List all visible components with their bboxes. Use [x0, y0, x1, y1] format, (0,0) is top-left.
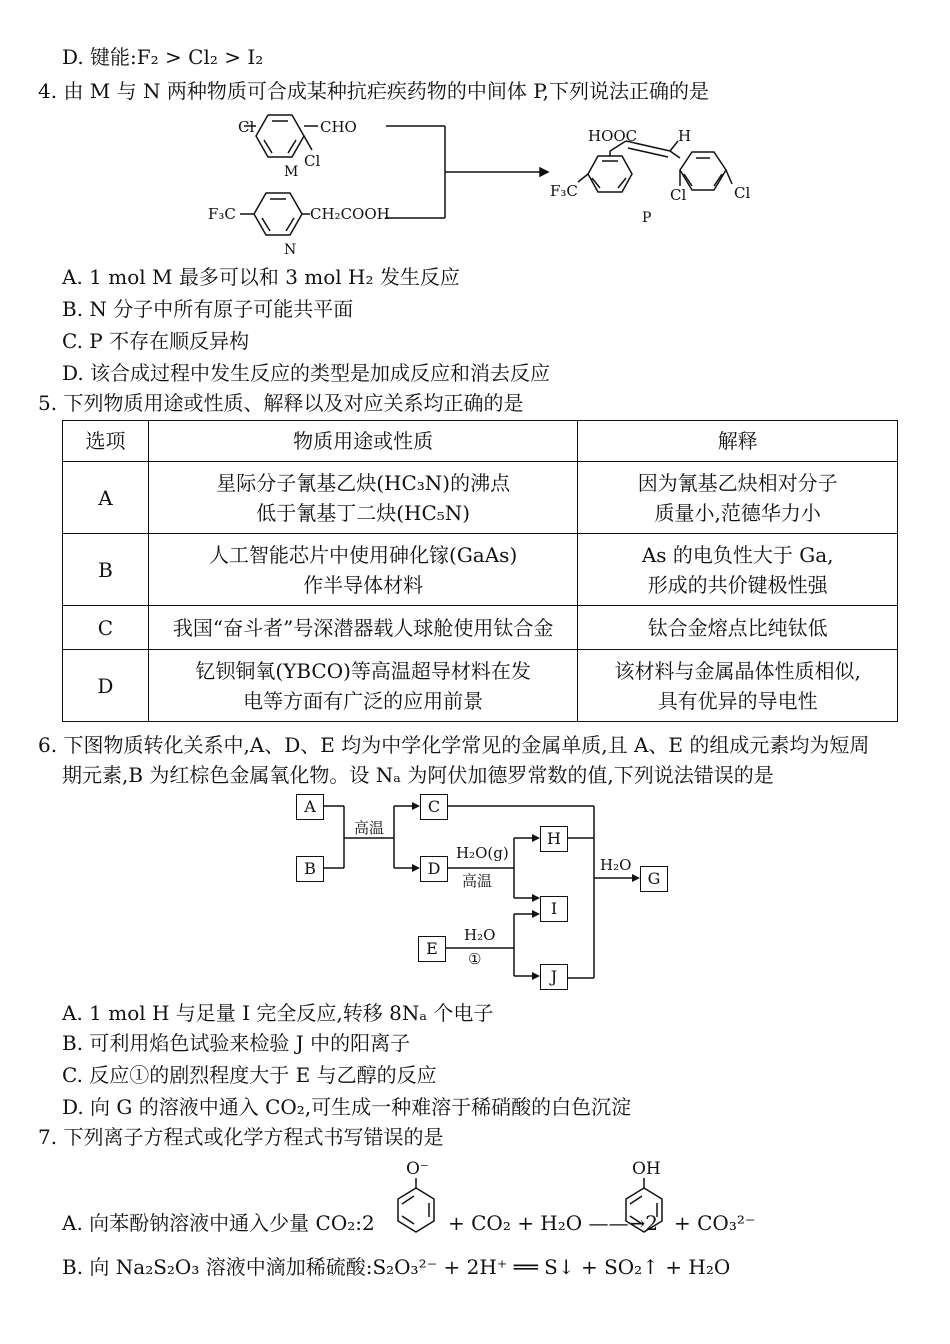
phenol-ring	[622, 1158, 672, 1248]
row-key: C	[63, 606, 149, 650]
phenoxide-group: O⁻	[406, 1159, 429, 1179]
n-cf3: F₃C	[208, 205, 236, 223]
table-row	[63, 534, 898, 606]
q6-option-c: C. 反应①的剧烈程度大于 E 与乙醇的反应	[62, 1063, 437, 1087]
m-cho: CHO	[320, 118, 357, 136]
table-row	[63, 650, 898, 722]
table-header-row	[63, 421, 898, 462]
phenol-group: OH	[632, 1159, 661, 1179]
q4-option-c: C. P 不存在顺反异构	[62, 329, 250, 353]
p-cf3: F₃C	[550, 182, 578, 200]
m-cl-left: Cl	[238, 118, 255, 136]
header-option: 选项	[63, 421, 149, 462]
row-explain: 因为氰基乙炔相对分子 质量小,范德华力小	[578, 462, 898, 534]
q4-stem: 4. 由 M 与 N 两种物质可合成某种抗疟疾药物的中间体 P,下列说法正确的是	[38, 79, 709, 103]
q6-option-a: A. 1 mol H 与足量 I 完全反应,转移 8Nₐ 个电子	[62, 1001, 494, 1025]
q4-reaction-diagram	[200, 108, 800, 256]
molecule-p	[578, 141, 732, 192]
p-cl-para: Cl	[734, 184, 751, 202]
row-key: A	[63, 462, 149, 534]
molecule-m	[244, 115, 318, 157]
q3-option-d: D. 键能:F₂ > Cl₂ > I₂	[62, 45, 264, 69]
node-h: H	[540, 826, 568, 852]
q6-stem-line2: 期元素,B 为红棕色金属氧化物。设 Nₐ 为阿伏加德罗常数的值,下列说法错误的是	[62, 763, 774, 787]
label-high-temp: 高温	[354, 819, 385, 837]
node-e: E	[418, 936, 446, 962]
p-h: H	[678, 127, 692, 145]
q6-option-d: D. 向 G 的溶液中通入 CO₂,可生成一种难溶于稀硝酸的白色沉淀	[62, 1095, 632, 1119]
label-reaction-1: ①	[468, 950, 482, 968]
q5-table	[62, 420, 898, 722]
phenoxide-ring	[394, 1158, 444, 1248]
molecule-n	[240, 193, 310, 235]
node-j: J	[540, 964, 568, 990]
q7-stem: 7. 下列离子方程式或化学方程式书写错误的是	[38, 1125, 444, 1149]
row-use: 我国“奋斗者”号深潜器载人球舱使用钛合金	[148, 606, 577, 650]
q6-stem-line1: 6. 下图物质转化关系中,A、D、E 均为中学化学常见的金属单质,且 A、E 的组成元素均为短周	[38, 733, 870, 757]
reaction-arrow	[385, 126, 548, 218]
row-use: 人工智能芯片中使用砷化镓(GaAs) 作半导体材料	[148, 534, 577, 606]
label-high-temp-2: 高温	[462, 872, 493, 890]
row-explain: As 的电负性大于 Ga, 形成的共价键极性强	[578, 534, 898, 606]
row-use: 钇钡铜氧(YBCO)等高温超导材料在发 电等方面有广泛的应用前景	[148, 650, 577, 722]
p-label: P	[642, 210, 652, 226]
label-water-e: H₂O	[464, 926, 496, 944]
node-b: B	[296, 856, 324, 882]
header-explain: 解释	[578, 421, 898, 462]
q7-option-a-mid: + CO₂ + H₂O ——→2	[448, 1211, 658, 1235]
q7-option-a-end: + CO₃²⁻	[674, 1211, 756, 1235]
node-i: I	[540, 896, 568, 922]
q7-option-a-prefix: A. 向苯酚钠溶液中通入少量 CO₂:2	[62, 1211, 375, 1235]
node-a: A	[296, 794, 324, 820]
p-hooc: HOOC	[588, 127, 638, 145]
label-steam: H₂O(g)	[456, 844, 509, 862]
row-use: 星际分子氰基乙炔(HC₃N)的沸点 低于氰基丁二炔(HC₅N)	[148, 462, 577, 534]
q7-option-b: B. 向 Na₂S₂O₃ 溶液中滴加稀硫酸:S₂O₃²⁻ + 2H⁺ ══ S↓ + SO₂↑ + H₂O	[62, 1255, 731, 1279]
m-cl-ortho: Cl	[304, 152, 321, 170]
q4-option-b: B. N 分子中所有原子可能共平面	[62, 297, 354, 321]
q5-stem: 5. 下列物质用途或性质、解释以及对应关系均正确的是	[38, 391, 524, 415]
q6-option-b: B. 可利用焰色试验来检验 J 中的阳离子	[62, 1031, 411, 1055]
p-cl-ortho: Cl	[670, 186, 687, 204]
q4-option-a: A. 1 mol M 最多可以和 3 mol H₂ 发生反应	[62, 265, 460, 289]
row-key: B	[63, 534, 149, 606]
table-row	[63, 606, 898, 650]
header-use: 物质用途或性质	[148, 421, 577, 462]
node-g: G	[640, 866, 668, 892]
n-label: N	[284, 242, 297, 256]
label-water-g: H₂O	[600, 856, 632, 874]
row-key: D	[63, 650, 149, 722]
n-ch2cooh: CH₂COOH	[310, 205, 390, 223]
table-row	[63, 462, 898, 534]
row-explain: 该材料与金属晶体性质相似, 具有优异的导电性	[578, 650, 898, 722]
row-explain: 钛合金熔点比纯钛低	[578, 606, 898, 650]
m-label: M	[284, 164, 299, 180]
q4-option-d: D. 该合成过程中发生反应的类型是加成反应和消去反应	[62, 361, 551, 385]
node-c: C	[420, 794, 448, 820]
q6-flow-lines	[0, 790, 950, 1000]
node-d: D	[420, 856, 448, 882]
